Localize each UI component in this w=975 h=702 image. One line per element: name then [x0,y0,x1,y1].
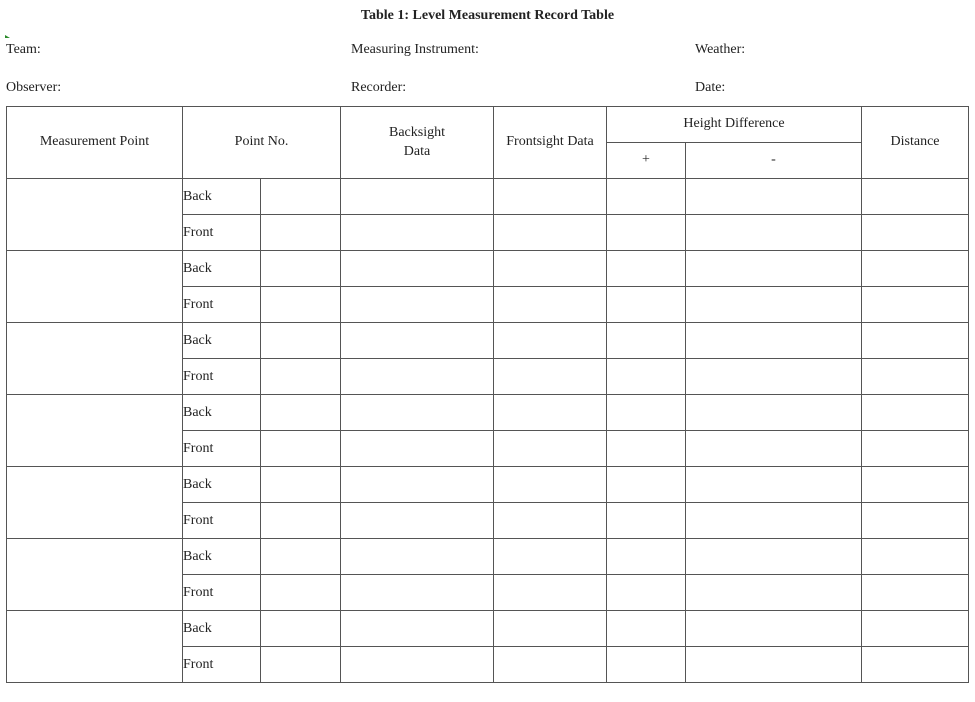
distance-cell[interactable] [862,647,969,683]
instrument-label: Measuring Instrument: [351,42,479,57]
measurement-point-cell[interactable] [7,611,183,683]
observer-label: Observer: [6,80,62,95]
frontsight-cell[interactable] [494,503,607,539]
plus-cell[interactable] [607,647,686,683]
point-no-cell[interactable] [261,431,341,467]
point-no-cell[interactable] [261,467,341,503]
minus-cell[interactable] [686,467,862,503]
measurement-point-cell[interactable] [7,179,183,251]
backsight-cell[interactable] [341,647,494,683]
table-row [7,467,969,503]
table-row [7,323,969,359]
back-label: Back [183,395,261,431]
point-no-cell[interactable] [261,611,341,647]
plus-cell[interactable] [607,467,686,503]
weather-label: Weather: [695,42,746,57]
measurement-point-cell[interactable] [7,539,183,611]
back-label: Back [183,611,261,647]
frontsight-cell[interactable] [494,611,607,647]
point-no-cell[interactable] [261,359,341,395]
distance-cell[interactable] [862,323,969,359]
backsight-cell[interactable] [341,287,494,323]
front-label: Front [183,575,261,611]
header-backsight-line2: Data [403,143,431,159]
point-no-cell[interactable] [261,287,341,323]
document-title: Table 1: Level Measurement Record Table [360,8,615,23]
minus-cell[interactable] [686,539,862,575]
point-no-cell[interactable] [261,539,341,575]
frontsight-cell[interactable] [494,395,607,431]
plus-cell[interactable] [607,395,686,431]
minus-cell[interactable] [686,395,862,431]
header-measurement-point: Measurement Point [7,107,183,179]
backsight-cell[interactable] [341,611,494,647]
green-corner-mark [5,35,10,38]
record-table-body [7,179,969,683]
plus-cell[interactable] [607,359,686,395]
table-row [7,539,969,575]
header-backsight [341,107,494,179]
frontsight-cell[interactable] [494,287,607,323]
plus-cell[interactable] [607,323,686,359]
header-distance: Distance [862,107,969,179]
header-minus: - [686,143,862,179]
point-no-cell[interactable] [261,575,341,611]
minus-cell[interactable] [686,251,862,287]
distance-cell[interactable] [862,287,969,323]
recorder-label: Recorder: [351,80,407,95]
frontsight-cell[interactable] [494,323,607,359]
back-label: Back [183,179,261,215]
point-no-cell[interactable] [261,251,341,287]
backsight-cell[interactable] [341,431,494,467]
header-plus: + [607,143,686,179]
front-label: Front [183,287,261,323]
distance-cell[interactable] [862,539,969,575]
distance-cell[interactable] [862,431,969,467]
front-label: Front [183,215,261,251]
backsight-cell[interactable] [341,395,494,431]
measurement-point-cell[interactable] [7,467,183,539]
plus-cell[interactable] [607,179,686,215]
frontsight-cell[interactable] [494,575,607,611]
header-height-difference: Height Difference [607,107,862,143]
record-table [6,106,969,683]
distance-cell[interactable] [862,611,969,647]
table-row [7,179,969,215]
back-label: Back [183,323,261,359]
minus-cell[interactable] [686,575,862,611]
point-no-cell[interactable] [261,179,341,215]
frontsight-cell[interactable] [494,215,607,251]
frontsight-cell[interactable] [494,251,607,287]
distance-cell[interactable] [862,359,969,395]
measurement-point-cell[interactable] [7,395,183,467]
front-label: Front [183,503,261,539]
point-no-cell[interactable] [261,647,341,683]
minus-cell[interactable] [686,179,862,215]
distance-cell[interactable] [862,467,969,503]
team-label: Team: [6,42,41,57]
backsight-cell[interactable] [341,359,494,395]
table-row [7,251,969,287]
frontsight-cell[interactable] [494,647,607,683]
frontsight-cell[interactable] [494,539,607,575]
header-point-no: Point No. [183,107,341,179]
point-no-cell[interactable] [261,395,341,431]
back-label: Back [183,539,261,575]
backsight-cell[interactable] [341,503,494,539]
minus-cell[interactable] [686,215,862,251]
date-label: Date: [695,80,726,95]
distance-cell[interactable] [862,395,969,431]
plus-cell[interactable] [607,575,686,611]
back-label: Back [183,467,261,503]
minus-cell[interactable] [686,287,862,323]
measurement-point-cell[interactable] [7,323,183,395]
table-row [7,395,969,431]
table-row [7,611,969,647]
plus-cell[interactable] [607,251,686,287]
distance-cell[interactable] [862,251,969,287]
distance-cell[interactable] [862,503,969,539]
minus-cell[interactable] [686,323,862,359]
frontsight-cell[interactable] [494,359,607,395]
minus-cell[interactable] [686,359,862,395]
plus-cell[interactable] [607,539,686,575]
header-frontsight: Frontsight Data [494,107,607,179]
frontsight-cell[interactable] [494,431,607,467]
back-label: Back [183,251,261,287]
minus-cell[interactable] [686,431,862,467]
front-label: Front [183,431,261,467]
front-label: Front [183,647,261,683]
backsight-cell[interactable] [341,251,494,287]
frontsight-cell[interactable] [494,467,607,503]
distance-cell[interactable] [862,215,969,251]
distance-cell[interactable] [862,179,969,215]
minus-cell[interactable] [686,503,862,539]
point-no-cell[interactable] [261,323,341,359]
plus-cell[interactable] [607,611,686,647]
frontsight-cell[interactable] [494,179,607,215]
backsight-cell[interactable] [341,539,494,575]
point-no-cell[interactable] [261,503,341,539]
backsight-cell[interactable] [341,323,494,359]
backsight-cell[interactable] [341,179,494,215]
backsight-cell[interactable] [341,575,494,611]
header-backsight-line1: Backsight [389,125,445,141]
plus-cell[interactable] [607,287,686,323]
minus-cell[interactable] [686,611,862,647]
point-no-cell[interactable] [261,215,341,251]
distance-cell[interactable] [862,575,969,611]
front-label: Front [183,359,261,395]
minus-cell[interactable] [686,647,862,683]
backsight-cell[interactable] [341,215,494,251]
measurement-point-cell[interactable] [7,251,183,323]
backsight-cell[interactable] [341,467,494,503]
plus-cell[interactable] [607,503,686,539]
plus-cell[interactable] [607,431,686,467]
plus-cell[interactable] [607,215,686,251]
